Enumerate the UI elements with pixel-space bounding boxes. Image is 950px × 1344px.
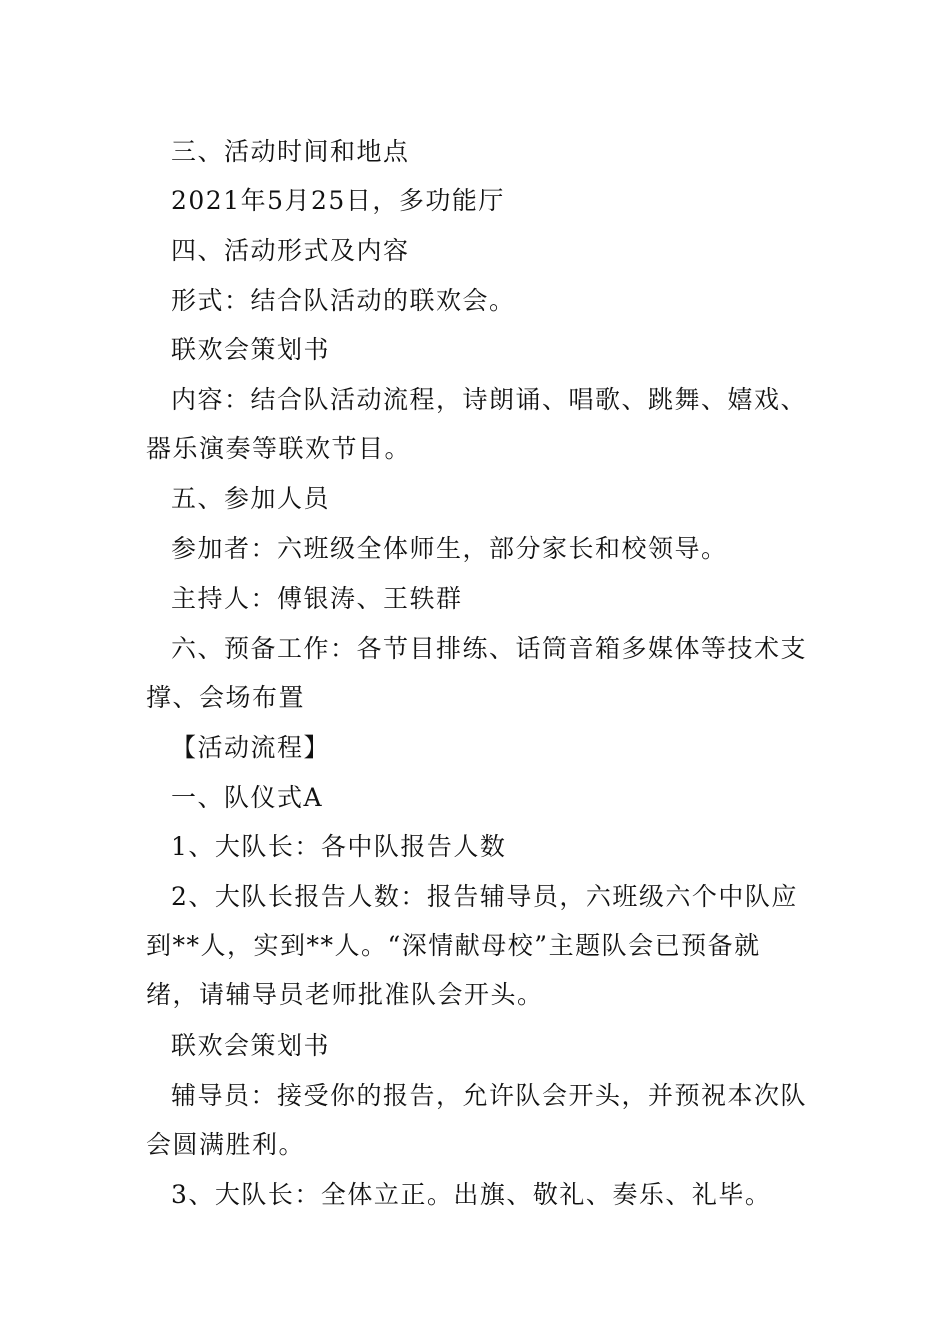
paragraph-content: 内容：结合队活动流程，诗朗诵、唱歌、跳舞、嬉戏、器乐演奏等联欢节目。	[146, 385, 808, 463]
paragraph-step-2: 2、大队长报告人数：报告辅导员，六班级六个中队应到**人，实到**人。“深情献母校”主题队会已预备就绪，请辅导员老师批准队会开头。	[146, 882, 798, 1009]
paragraph-plan-title: 联欢会策划书	[171, 335, 331, 364]
section-heading-activity-flow: 【活动流程】	[171, 733, 331, 762]
paragraph-participants: 参加者：六班级全体师生，部分家长和校领导。	[171, 534, 728, 563]
paragraph-step-1: 1、大队长：各中队报告人数	[171, 832, 507, 861]
paragraph-step-3: 3、大队长：全体立正。出旗、敬礼、奏乐、礼毕。	[171, 1180, 772, 1209]
paragraph-date-venue: 2021年5月25日，多功能厅	[171, 186, 505, 215]
paragraph-form: 形式：结合队活动的联欢会。	[171, 286, 516, 315]
section-heading-form-content: 四、活动形式及内容	[171, 236, 410, 265]
section-heading-participants: 五、参加人员	[171, 484, 331, 513]
paragraph-hosts: 主持人：傅银涛、王轶群	[171, 584, 463, 613]
paragraph-counselor: 辅导员：接受你的报告，允许队会开头，并预祝本次队会圆满胜利。	[146, 1081, 808, 1159]
paragraph-ceremony: 一、队仪式A	[171, 783, 324, 812]
section-heading-time-place: 三、活动时间和地点	[171, 137, 410, 166]
paragraph-preparation: 六、预备工作：各节目排练、话筒音箱多媒体等技术支撑、会场布置	[146, 634, 808, 712]
paragraph-plan-title-2: 联欢会策划书	[171, 1031, 331, 1060]
